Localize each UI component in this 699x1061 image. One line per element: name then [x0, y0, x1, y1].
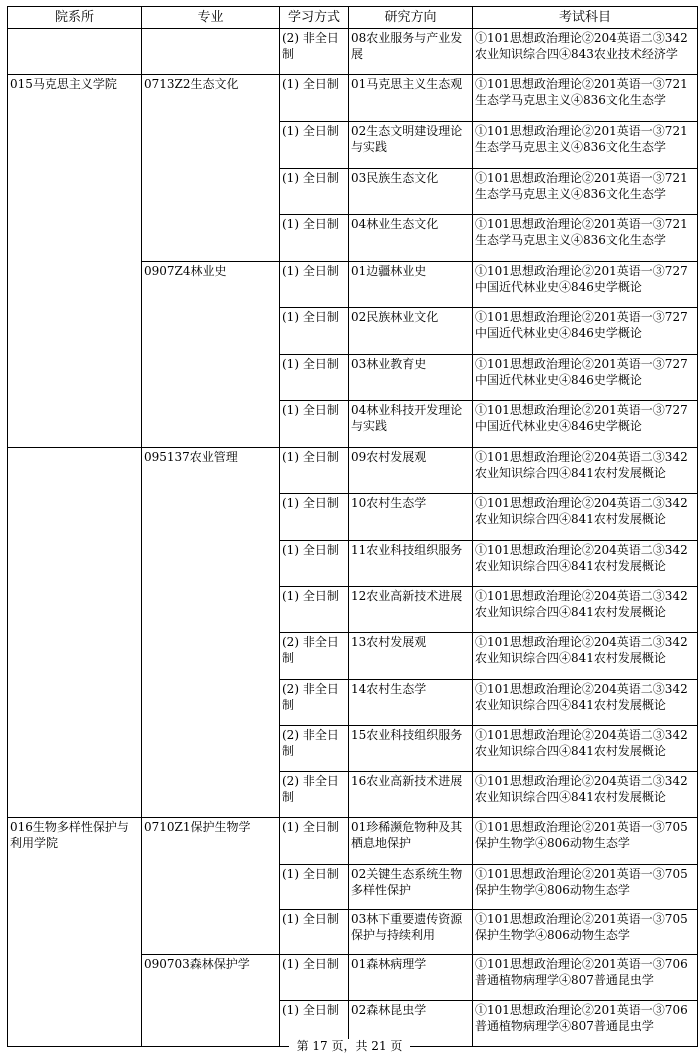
table-row	[8, 29, 698, 75]
research-direction-cell	[349, 355, 473, 401]
research-direction-cell	[349, 772, 473, 818]
header-dept: 院系所	[8, 7, 142, 29]
research-direction-cell	[349, 262, 473, 308]
exam-subjects-cell	[473, 910, 698, 955]
exam-subjects-cell	[473, 401, 698, 448]
study-mode-cell	[280, 541, 349, 587]
study-mode-text: (1) 全日制	[282, 957, 339, 971]
exam-subjects-cell	[473, 955, 698, 1001]
table-row	[8, 818, 698, 865]
study-mode-cell	[280, 29, 349, 75]
study-mode-cell	[280, 910, 349, 955]
exam-subjects-cell	[473, 680, 698, 726]
header-major: 专业	[142, 7, 280, 29]
research-direction-text: 02生态文明建设理论与实践	[351, 124, 463, 154]
table-header-row	[8, 7, 698, 29]
study-mode-cell	[280, 122, 349, 169]
study-mode-cell	[280, 772, 349, 818]
study-mode-text: (1) 全日制	[282, 1003, 339, 1017]
page-footer	[0, 1037, 699, 1054]
study-mode-cell	[280, 680, 349, 726]
study-mode-text: (1) 全日制	[282, 357, 339, 371]
research-direction-text: 03民族生态文化	[351, 171, 439, 185]
exam-subjects-cell	[473, 308, 698, 355]
research-direction-cell	[349, 75, 473, 122]
exam-subjects-text: ①101思想政治理论②204英语二③342农业知识综合四④841农村发展概论	[475, 728, 688, 758]
study-mode-text: (1) 全日制	[282, 264, 339, 278]
study-mode-text: (2) 非全日制	[282, 774, 339, 804]
exam-subjects-cell	[473, 355, 698, 401]
research-direction-cell	[349, 541, 473, 587]
exam-subjects-text: ①101思想政治理论②201英语一③705保护生物学④806动物生态学	[475, 820, 688, 850]
exam-subjects-cell	[473, 448, 698, 494]
research-direction-cell	[349, 818, 473, 865]
study-mode-cell	[280, 355, 349, 401]
exam-subjects-cell	[473, 587, 698, 633]
study-mode-text: (1) 全日制	[282, 310, 339, 324]
study-mode-cell	[280, 587, 349, 633]
exam-subjects-text: ①101思想政治理论②204英语二③342农业知识综合四④841农村发展概论	[475, 635, 688, 665]
exam-subjects-text: ①101思想政治理论②204英语二③342农业知识综合四④841农村发展概论	[475, 496, 688, 526]
research-direction-text: 01边疆林业史	[351, 264, 427, 278]
exam-subjects-text: ①101思想政治理论②204英语二③342农业知识综合四④841农村发展概论	[475, 774, 688, 804]
study-mode-text: (1) 全日制	[282, 450, 339, 464]
exam-subjects-text: ①101思想政治理论②201英语一③705保护生物学④806动物生态学	[475, 867, 688, 897]
admissions-table	[7, 6, 698, 1047]
research-direction-cell	[349, 587, 473, 633]
research-direction-cell	[349, 865, 473, 910]
exam-subjects-cell	[473, 818, 698, 865]
study-mode-cell	[280, 865, 349, 910]
research-direction-cell	[349, 401, 473, 448]
research-direction-cell	[349, 448, 473, 494]
research-direction-text: 08农业服务与产业发展	[351, 31, 463, 61]
research-direction-text: 02森林昆虫学	[351, 1003, 427, 1017]
header-study-mode: 学习方式	[280, 7, 349, 29]
table-row	[8, 75, 698, 122]
exam-subjects-text: ①101思想政治理论②204英语二③342农业知识综合四④841农村发展概论	[475, 682, 688, 712]
exam-subjects-text: ①101思想政治理论②201英语一③721生态学马克思主义④836文化生态学	[475, 77, 688, 107]
research-direction-text: 09农村发展观	[351, 450, 427, 464]
study-mode-text: (1) 全日制	[282, 820, 339, 834]
exam-subjects-text: ①101思想政治理论②201英语一③721生态学马克思主义④836文化生态学	[475, 124, 688, 154]
study-mode-text: (2) 非全日制	[282, 682, 339, 712]
study-mode-text: (1) 全日制	[282, 171, 339, 185]
exam-subjects-cell	[473, 215, 698, 262]
research-direction-text: 04林业生态文化	[351, 217, 439, 231]
research-direction-text: 02民族林业文化	[351, 310, 439, 324]
dept-cell: 015马克思主义学院	[8, 75, 142, 448]
dept-cell: 016生物多样性保护与利用学院	[8, 818, 142, 1047]
study-mode-text: (1) 全日制	[282, 543, 339, 557]
header-research-direction: 研究方向	[349, 7, 473, 29]
exam-subjects-cell	[473, 494, 698, 541]
exam-subjects-cell	[473, 29, 698, 75]
study-mode-cell	[280, 169, 349, 215]
exam-subjects-cell	[473, 122, 698, 169]
research-direction-text: 02关键生态系统生物多样性保护	[351, 867, 463, 897]
study-mode-text: (1) 全日制	[282, 77, 339, 91]
exam-subjects-text: ①101思想政治理论②204英语二③342农业知识综合四④843农业技术经济学	[475, 31, 688, 61]
exam-subjects-text: ①101思想政治理论②201英语一③727中国近代林业史④846史学概论	[475, 357, 688, 387]
exam-subjects-text: ①101思想政治理论②204英语二③342农业知识综合四④841农村发展概论	[475, 589, 688, 619]
research-direction-text: 10农村生态学	[351, 496, 427, 510]
study-mode-cell	[280, 262, 349, 308]
research-direction-text: 12农业高新技术进展	[351, 589, 463, 603]
study-mode-text: (2) 非全日制	[282, 728, 339, 758]
research-direction-cell	[349, 726, 473, 772]
study-mode-text: (2) 非全日制	[282, 31, 339, 61]
exam-subjects-text: ①101思想政治理论②201英语一③705保护生物学④806动物生态学	[475, 912, 688, 942]
research-direction-cell	[349, 308, 473, 355]
research-direction-cell	[349, 215, 473, 262]
exam-subjects-cell	[473, 75, 698, 122]
study-mode-text: (1) 全日制	[282, 589, 339, 603]
study-mode-cell	[280, 75, 349, 122]
major-cell: 0710Z1保护生物学	[142, 818, 280, 955]
study-mode-cell	[280, 494, 349, 541]
research-direction-text: 13农村发展观	[351, 635, 427, 649]
exam-subjects-text: ①101思想政治理论②204英语二③342农业知识综合四④841农村发展概论	[475, 450, 688, 480]
research-direction-cell	[349, 122, 473, 169]
research-direction-cell	[349, 29, 473, 75]
research-direction-text: 03林业教育史	[351, 357, 427, 371]
study-mode-cell	[280, 955, 349, 1001]
research-direction-cell	[349, 680, 473, 726]
study-mode-cell	[280, 726, 349, 772]
exam-subjects-cell	[473, 772, 698, 818]
study-mode-cell	[280, 401, 349, 448]
study-mode-text: (1) 全日制	[282, 496, 339, 510]
research-direction-text: 01森林病理学	[351, 957, 427, 971]
major-cell: 090703森林保护学	[142, 955, 280, 1047]
research-direction-cell	[349, 955, 473, 1001]
exam-subjects-cell	[473, 541, 698, 587]
study-mode-cell	[280, 308, 349, 355]
exam-subjects-text: ①101思想政治理论②201英语一③721生态学马克思主义④836文化生态学	[475, 217, 688, 247]
table-row	[8, 448, 698, 494]
research-direction-cell	[349, 910, 473, 955]
research-direction-text: 04林业科技开发理论与实践	[351, 403, 463, 433]
major-cell: 095137农业管理	[142, 448, 280, 818]
research-direction-text: 16农业高新技术进展	[351, 774, 463, 788]
header-exam-subjects: 考试科目	[473, 7, 698, 29]
exam-subjects-text: ①101思想政治理论②204英语二③342农业知识综合四④841农村发展概论	[475, 543, 688, 573]
exam-subjects-text: ①101思想政治理论②201英语一③727中国近代林业史④846史学概论	[475, 310, 688, 340]
study-mode-text: (1) 全日制	[282, 867, 339, 881]
research-direction-text: 15农业科技组织服务	[351, 728, 463, 742]
exam-subjects-cell	[473, 262, 698, 308]
study-mode-text: (1) 全日制	[282, 217, 339, 231]
exam-subjects-text: ①101思想政治理论②201英语一③727中国近代林业史④846史学概论	[475, 403, 688, 433]
research-direction-cell	[349, 494, 473, 541]
study-mode-cell	[280, 448, 349, 494]
research-direction-text: 11农业科技组织服务	[351, 543, 463, 557]
exam-subjects-text: ①101思想政治理论②201英语一③721生态学马克思主义④836文化生态学	[475, 171, 688, 201]
research-direction-text: 03林下重要遗传资源保护与持续利用	[351, 912, 463, 942]
research-direction-text: 01马克思主义生态观	[351, 77, 463, 91]
study-mode-text: (1) 全日制	[282, 912, 339, 926]
exam-subjects-cell	[473, 169, 698, 215]
exam-subjects-cell	[473, 865, 698, 910]
major-cell: 0907Z4林业史	[142, 262, 280, 448]
study-mode-text: (2) 非全日制	[282, 635, 339, 665]
exam-subjects-text: ①101思想政治理论②201英语一③727中国近代林业史④846史学概论	[475, 264, 688, 294]
exam-subjects-text: ①101思想政治理论②201英语一③706普通植物病理学④807普通昆虫学	[475, 1003, 688, 1033]
research-direction-cell	[349, 169, 473, 215]
study-mode-cell	[280, 818, 349, 865]
exam-subjects-cell	[473, 633, 698, 680]
major-cell: 0713Z2生态文化	[142, 75, 280, 262]
research-direction-text: 14农村生态学	[351, 682, 427, 696]
study-mode-cell	[280, 215, 349, 262]
page-number: 第 17 页，共 21 页	[289, 1039, 411, 1053]
exam-subjects-cell	[473, 726, 698, 772]
dept-cell	[8, 448, 142, 818]
research-direction-cell	[349, 633, 473, 680]
study-mode-text: (1) 全日制	[282, 403, 339, 417]
exam-subjects-text: ①101思想政治理论②201英语一③706普通植物病理学④807普通昆虫学	[475, 957, 688, 987]
dept-cell	[8, 29, 142, 75]
research-direction-text: 01珍稀濒危物种及其栖息地保护	[351, 820, 463, 850]
study-mode-text: (1) 全日制	[282, 124, 339, 138]
major-cell	[142, 29, 280, 75]
study-mode-cell	[280, 633, 349, 680]
